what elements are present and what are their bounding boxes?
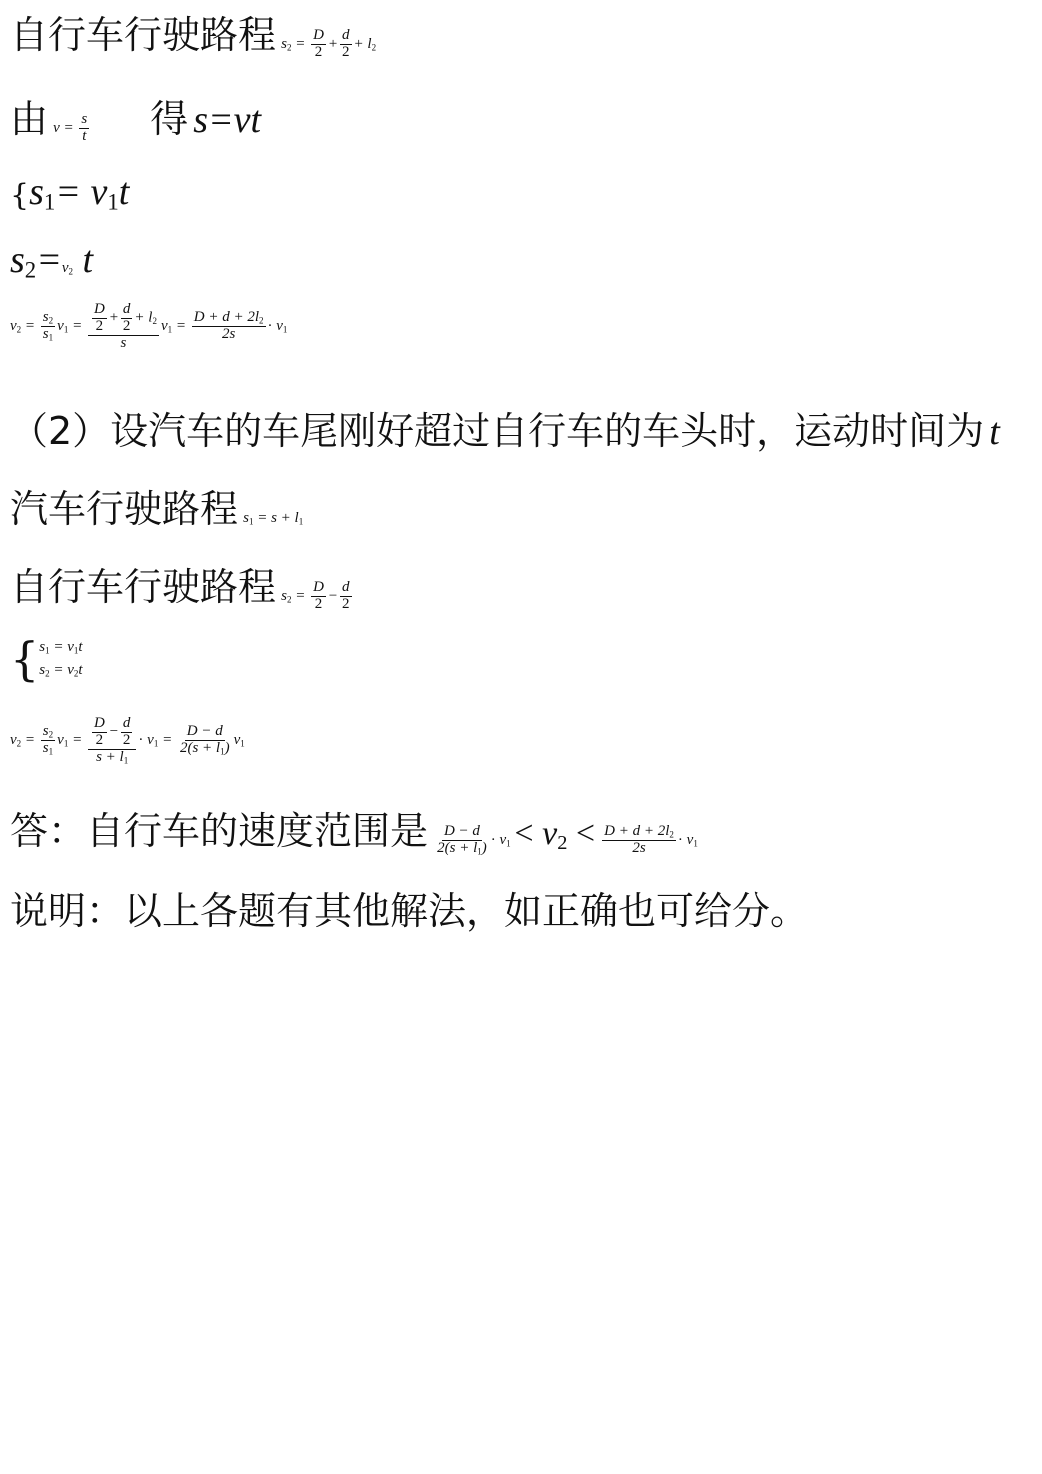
label-text: 说明：以上各题有其他解法，如正确也可给分。 (10, 889, 809, 933)
label-text: 汽车行驶路程 (10, 487, 239, 531)
label-text: 答：自行车的速度范围是 (10, 809, 429, 853)
line-system (10, 632, 83, 686)
formula-s-vt: s=vt (193, 99, 262, 141)
formula-s1: {$s_1= v_1t$ (10, 171, 130, 215)
formula-v2-range: < $v_2$ < (514, 815, 596, 855)
formula-s2: $s_2=v_2$ t (10, 239, 94, 283)
formula-system: { $s_1 = v_1t$ $s_2 = v_2t$ (10, 632, 83, 686)
formula-v2-second: $v_2$ = $\frac{s_2}{s_1}$ $v_1$ = $\frac{D}{2}$ − $\frac{d}{2}$ $s + l_1$ · $v_1$ = $\frac{D - d}{2(s + l_1)}$ $v_1$ (10, 715, 245, 765)
label-text: 得 (150, 97, 189, 141)
label-text: 自行车行驶路程 (10, 565, 277, 609)
formula-s2-sum: $s_2$ = $\frac{D}{2}$ + $\frac{d}{2}$ + $l_2$ (281, 27, 377, 61)
formula-v-equals: v = $\frac{s}{t}$ (53, 111, 88, 145)
formula-s2-diff: $s_2$ = $\frac{D}{2}$ − $\frac{d}{2}$ (281, 579, 350, 613)
label-text: 由 (10, 97, 49, 141)
line-v2-derivation-2 (10, 716, 245, 765)
line-car-distance (10, 478, 303, 533)
line-answer (10, 800, 698, 857)
label-text: 自行车行驶路程 (10, 13, 277, 57)
line-from-v (10, 88, 261, 145)
line-s1-v1t (10, 170, 129, 216)
formula-lower-bound: $\frac{D - d}{2(s + l_1)}$ · $v_1$ (437, 823, 511, 857)
line-v2-derivation-1 (10, 302, 287, 351)
var-t: t (989, 411, 1000, 453)
line-bicycle-distance-1 (10, 4, 376, 61)
label-text: （2）设汽车的车尾刚好超过自行车的车头时，运动时间为 (10, 409, 985, 453)
line-part2-intro (10, 400, 1000, 455)
formula-upper-bound: $\frac{D + d + 2l_2}{2s}$ · $v_1$ (604, 823, 698, 857)
line-s2-v2t (10, 238, 93, 284)
line-note (10, 880, 808, 935)
formula-v2-first: $v_2$ = $\frac{s_2}{s_1}$ $v_1$ = $\frac{D}{2}$ + $\frac{d}{2}$ + $l_2$ s $v_1$ = $\frac{D + d + 2l_2}{2s}$ · $v_1$ (10, 301, 288, 351)
line-bicycle-distance-2 (10, 556, 354, 613)
formula-s1-sum: $s_1 = s + l_1$ (243, 510, 304, 527)
